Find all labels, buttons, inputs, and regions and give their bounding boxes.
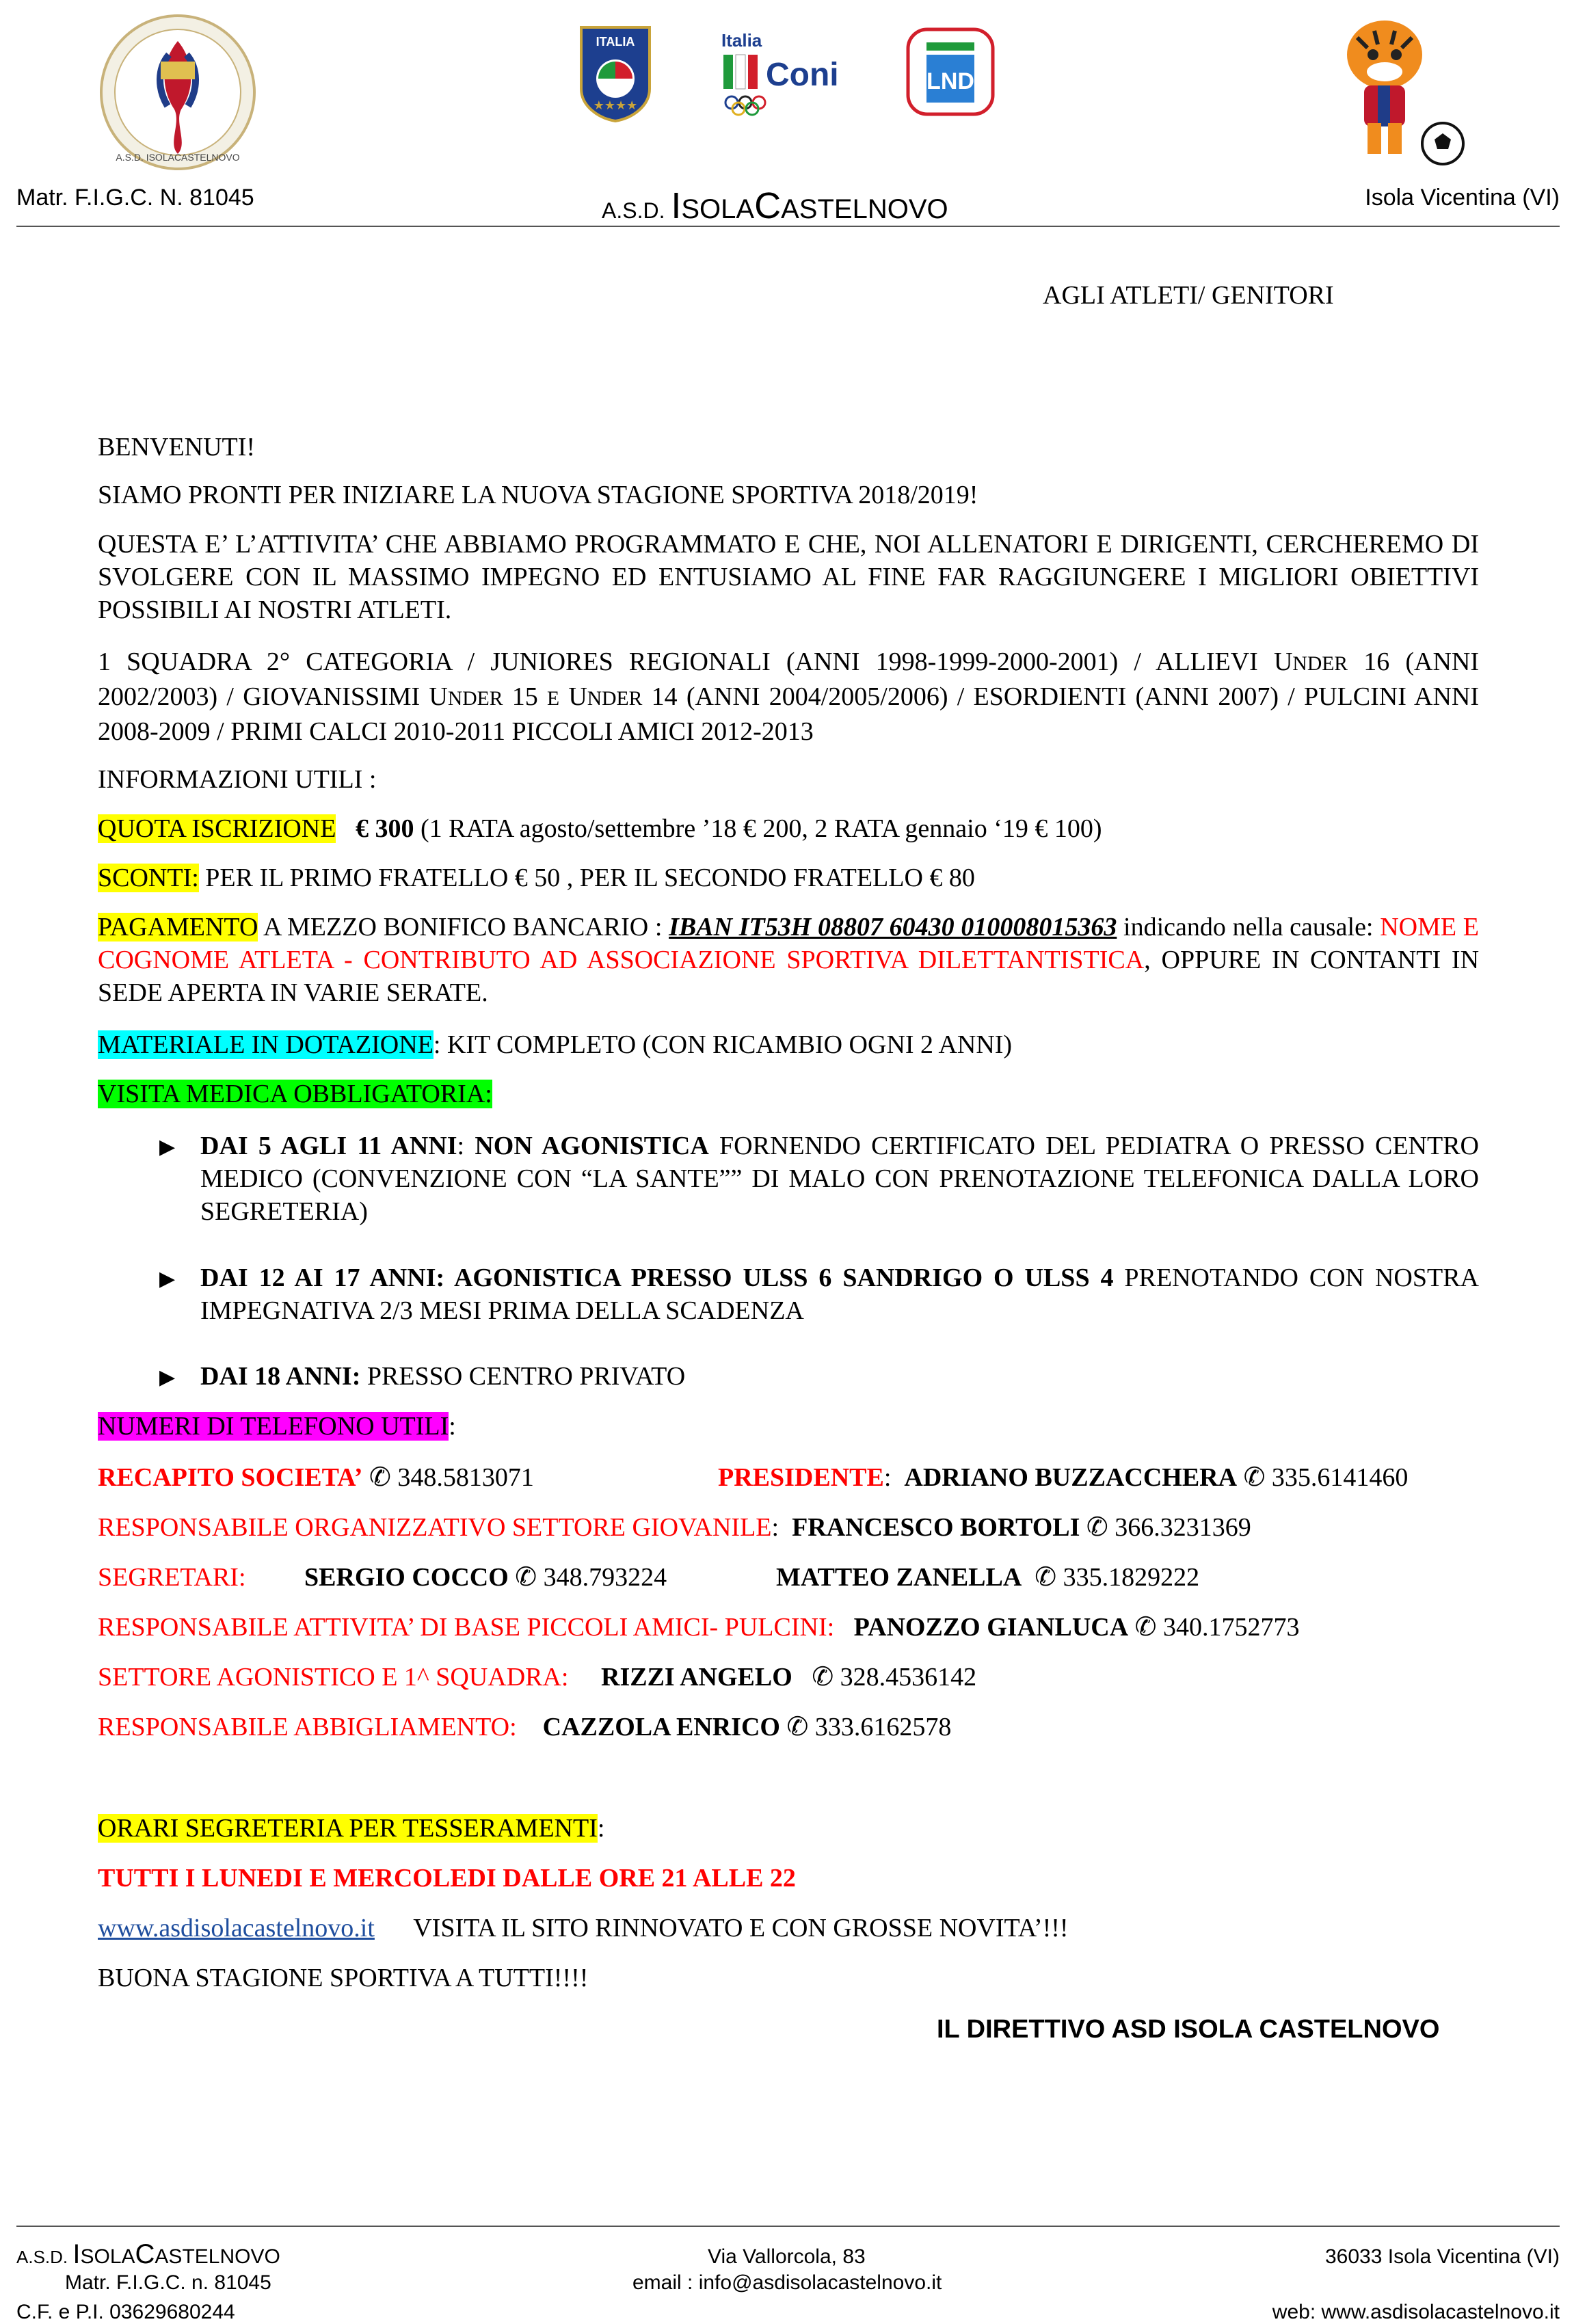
pagamento-text-2: indicando nella causale: <box>1117 913 1381 941</box>
figc-italia-logo <box>578 24 653 123</box>
segretario-1 <box>304 1561 667 1594</box>
footer-club-initial-c: C <box>135 2239 155 2269</box>
footer-club-initial-i: I <box>72 2239 81 2269</box>
phone-icon: ✆ <box>786 1713 809 1741</box>
visita-label-1: VISITA MEDICA <box>98 1080 287 1108</box>
teams-smallcaps-1: NDER <box>1292 653 1348 675</box>
visita-item-1-mid: : <box>457 1132 475 1160</box>
phone-icon: ✆ <box>812 1663 834 1692</box>
lnd-logo <box>906 27 995 116</box>
pagamento-sep: - <box>333 946 364 974</box>
teams-smallcaps-2: NDER <box>447 688 503 710</box>
visita-item-3-bold: DAI 18 ANNI: <box>200 1362 361 1391</box>
visita-item-1-text: FORNENDO CERTIFICATO DEL PEDIATRA O PRESSO CENTRO MEDICO (CONVENZIONE CON “LA SANTE”” DI MALO CON PRENOTAZIONE TELEFONICA DALLA LORO SEGRETERIA) <box>200 1132 1479 1226</box>
materiale-line <box>98 1028 1012 1061</box>
teams-smallcaps-3: E <box>546 688 560 710</box>
resp-base-name: PANOZZO GIANLUCA <box>853 1613 1129 1642</box>
numeri-label: NUMERI DI TELEFONO UTILI <box>98 1412 449 1441</box>
abbig-label: RESPONSABILE ABBIGLIAMENTO: <box>98 1713 517 1741</box>
resp-org-label: RESPONSABILE ORGANIZZATIVO SETTORE GIOVANILE <box>98 1513 772 1542</box>
presidente-phone: 335.6141460 <box>1271 1463 1409 1492</box>
recapito-line <box>98 1461 534 1494</box>
quota-line <box>98 812 1102 845</box>
teams-part-1: 1 SQUADRA 2° CATEGORIA / JUNIORES REGIONALI (ANNI 1998-1999-2000-2001) / ALLIEVI U <box>98 647 1293 676</box>
presidente-line: PRESIDENTE: ADRIANO BUZZACCHERA ✆ 335.6141460 <box>718 1463 1409 1492</box>
quota-label: QUOTA ISCRIZIONE <box>98 814 336 843</box>
tiger-mascot-logo <box>1320 7 1477 171</box>
club-logo <box>92 14 263 171</box>
visita-item-2-bold: DAI 12 AI 17 ANNI: AGONISTICA PRESSO ULSS 6 SANDRIGO O ULSS 4 <box>200 1264 1114 1292</box>
coni-logo-text-coni: Coni <box>766 57 839 93</box>
header-club-sola: SOLA <box>681 194 755 224</box>
orari-text: TUTTI I LUNEDI E MERCOLEDI DALLE ORE 21 ALLE 22 <box>98 1864 796 1893</box>
phone-icon: ✆ <box>515 1563 537 1592</box>
resp-base-phone: 340.1752773 <box>1163 1613 1300 1642</box>
recapito-label: RECAPITO SOCIETA’ <box>98 1463 363 1492</box>
footer-web: web: www.asdisolacastelnovo.it <box>1272 2301 1560 2323</box>
segretario-2 <box>776 1561 1199 1594</box>
info-title: INFORMAZIONI UTILI : <box>98 765 377 794</box>
sconti-line <box>98 862 975 894</box>
footer-email: email : info@asdisolacastelnovo.it <box>632 2271 942 2294</box>
presidente-name: ADRIANO BUZZACCHERA <box>904 1463 1238 1492</box>
pagamento-label: PAGAMENTO <box>98 913 258 941</box>
club-logo-text: A.S.D. ISOLACASTELNOVO <box>116 152 240 163</box>
seg1-phone: 348.793224 <box>543 1563 667 1592</box>
addressee: AGLI ATLETI/ GENITORI <box>1043 281 1334 310</box>
quota-detail: (1 RATA agosto/settembre ’18 € 200, 2 RATA gennaio ‘19 € 100) <box>414 814 1102 843</box>
resp-org-name: FRANCESCO BORTOLI <box>792 1513 1080 1542</box>
footer-club-astelnovo: ASTELNOVO <box>155 2245 280 2268</box>
settore-phone: 328.4536142 <box>840 1663 977 1692</box>
teams-smallcaps-4: NDER <box>587 688 643 710</box>
orari-colon: : <box>597 1814 605 1843</box>
footer-club-name <box>16 2239 280 2270</box>
sconti-label: SCONTI: <box>98 864 199 892</box>
coni-logo-text-italia: Italia <box>721 30 762 51</box>
orari-title <box>98 1812 604 1845</box>
pagamento-red-1: NOME E COGNOME ATLETA <box>98 913 1479 974</box>
phone-icon: ✆ <box>1035 1563 1057 1592</box>
footer-matricola: Matr. F.I.G.C. n. 81045 <box>65 2271 271 2294</box>
settore-line <box>98 1661 976 1694</box>
abbig-name: CAZZOLA ENRICO <box>542 1713 780 1741</box>
phone-icon: ✆ <box>1134 1613 1157 1642</box>
lnd-logo-text: LND <box>926 68 974 94</box>
bullet-arrow-icon: ▶ <box>159 1136 176 1158</box>
pagamento-text-3: , OPPURE IN CONTANTI IN SEDE APERTA IN VARIE SERATE. <box>98 946 1480 1007</box>
figc-logo-text: ITALIA <box>596 35 635 49</box>
teams-paragraph <box>98 645 1479 748</box>
sconti-text: PER IL PRIMO FRATELLO € 50 , PER IL SECONDO FRATELLO € 80 <box>198 864 975 892</box>
seg2-phone: 335.1829222 <box>1063 1563 1200 1592</box>
footer-club-sola: SOLA <box>80 2245 135 2268</box>
seg2-name: MATTEO ZANELLA <box>776 1563 1022 1592</box>
phone-icon: ✆ <box>1243 1463 1266 1492</box>
visita-item-3 <box>200 1360 685 1393</box>
orari-label: ORARI SEGRETERIA PER TESSERAMENTI <box>98 1814 598 1843</box>
visita-item-1 <box>200 1130 1479 1228</box>
settore-label: SETTORE AGONISTICO E 1^ SQUADRA: <box>98 1663 569 1692</box>
visita-item-2-text: PRENOTANDO CON NOSTRA IMPEGNATIVA 2/3 MESI PRIMA DELLA SCADENZA <box>200 1264 1480 1325</box>
season-line: SIAMO PRONTI PER INIZIARE LA NUOVA STAGIONE SPORTIVA 2018/2019! <box>98 481 978 509</box>
bullet-arrow-icon: ▶ <box>159 1268 176 1290</box>
visita-item-2 <box>200 1261 1479 1327</box>
teams-part-5: 14 (ANNI 2004/2005/2006) / ESORDIENTI (ANNI 2007) / PULCINI ANNI 2008-2009 / PRIMI CALCI 2010-2011 PICCOLI AMICI 2012-2013 <box>98 682 1479 746</box>
header-club-name <box>602 185 948 227</box>
bullet-arrow-icon: ▶ <box>159 1366 176 1389</box>
phone-icon: ✆ <box>1086 1513 1108 1542</box>
resp-base-line <box>98 1611 1300 1644</box>
header-location: Isola Vicentina (VI) <box>1365 185 1560 211</box>
materiale-label: MATERIALE IN DOTAZIONE <box>98 1030 434 1059</box>
pagamento-iban: IBAN IT53H 08807 60430 010008015363 <box>669 913 1117 941</box>
visita-item-1-bold: DAI 5 AGLI 11 ANNI <box>200 1132 457 1160</box>
footer-city: 36033 Isola Vicentina (VI) <box>1325 2245 1560 2268</box>
footer-address: Via Vallorcola, 83 <box>708 2245 866 2268</box>
numeri-title <box>98 1410 456 1443</box>
header-club-astelnovo: ASTELNOVO <box>781 194 948 224</box>
closing: BUONA STAGIONE SPORTIVA A TUTTI!!!! <box>98 1964 589 1992</box>
header-club-initial-i: I <box>671 185 682 226</box>
signature: IL DIRETTIVO ASD ISOLA CASTELNOVO <box>937 2015 1440 2044</box>
header-matricola: Matr. F.I.G.C. N. 81045 <box>16 185 254 211</box>
resp-org-phone: 366.3231369 <box>1115 1513 1251 1542</box>
footer-divider <box>16 2226 1560 2227</box>
abbig-line <box>98 1711 951 1744</box>
welcome: BENVENUTI! <box>98 433 256 462</box>
segretari-line <box>98 1561 246 1594</box>
teams-part-2: 16 (ANNI 2002/2003) / GIOVANISSIMI U <box>98 647 1479 711</box>
visita-item-1-bold2: NON AGONISTICA <box>475 1132 709 1160</box>
quota-amount: € 300 <box>355 814 414 843</box>
pagamento-red-2: CONTRIBUTO AD ASSOCIAZIONE SPORTIVA DILETTANTISTICA <box>363 946 1145 974</box>
header-club-initial-c: C <box>754 185 782 226</box>
resp-org-line: RESPONSABILE ORGANIZZATIVO SETTORE GIOVANILE: FRANCESCO BORTOLI ✆ 366.3231369 <box>98 1513 1251 1542</box>
visita-item-3-text: PRESSO CENTRO PRIVATO <box>360 1362 686 1391</box>
segretari-label: SEGRETARI: <box>98 1563 246 1592</box>
visita-title <box>98 1078 492 1110</box>
header-club-prefix: A.S.D. <box>602 198 671 223</box>
pagamento-text-1: A MEZZO BONIFICO BANCARIO : <box>258 913 669 941</box>
footer-cf: C.F. e P.I. 03629680244 <box>16 2301 235 2323</box>
website-link[interactable]: www.asdisolacastelnovo.it <box>98 1914 375 1942</box>
phone-icon: ✆ <box>369 1463 391 1492</box>
teams-part-4: U <box>559 682 587 711</box>
website-line <box>98 1912 1069 1945</box>
recapito-phone: 348.5813071 <box>397 1463 534 1492</box>
footer-club-prefix: A.S.D. <box>16 2247 73 2267</box>
materiale-text: : KIT COMPLETO (CON RICAMBIO OGNI 2 ANNI) <box>433 1030 1013 1059</box>
teams-part-3: 15 <box>503 682 547 711</box>
svg-text:★★★★: ★★★★ <box>593 98 638 112</box>
resp-base-label: RESPONSABILE ATTIVITA’ DI BASE PICCOLI AMICI- PULCINI: <box>98 1613 835 1642</box>
intro-paragraph: QUESTA E’ L’ATTIVITA’ CHE ABBIAMO PROGRAMMATO E CHE, NOI ALLENATORI E DIRIGENTI, CERCHEREMO DI SVOLGERE CON IL MASSIMO IMPEGNO ED ENTUSIAMO AL FINE FAR RAGGIUNGERE I MIGLIORI OBIETTIVI POSSIBILI AI NOSTRI ATLETI. <box>98 530 1479 624</box>
seg1-name: SERGIO COCCO <box>304 1563 509 1592</box>
numeri-colon: : <box>449 1412 456 1441</box>
website-text: VISITA IL SITO RINNOVATO E CON GROSSE NOVITA’!!! <box>413 1914 1069 1942</box>
coni-logo <box>718 27 862 116</box>
header-divider <box>16 226 1560 227</box>
settore-name: RIZZI ANGELO <box>601 1663 792 1692</box>
abbig-phone: 333.6162578 <box>814 1713 952 1741</box>
pagamento-paragraph <box>98 911 1479 1009</box>
visita-label-2: OBBLIGATORIA: <box>286 1080 492 1108</box>
presidente-label: PRESIDENTE <box>718 1463 884 1492</box>
